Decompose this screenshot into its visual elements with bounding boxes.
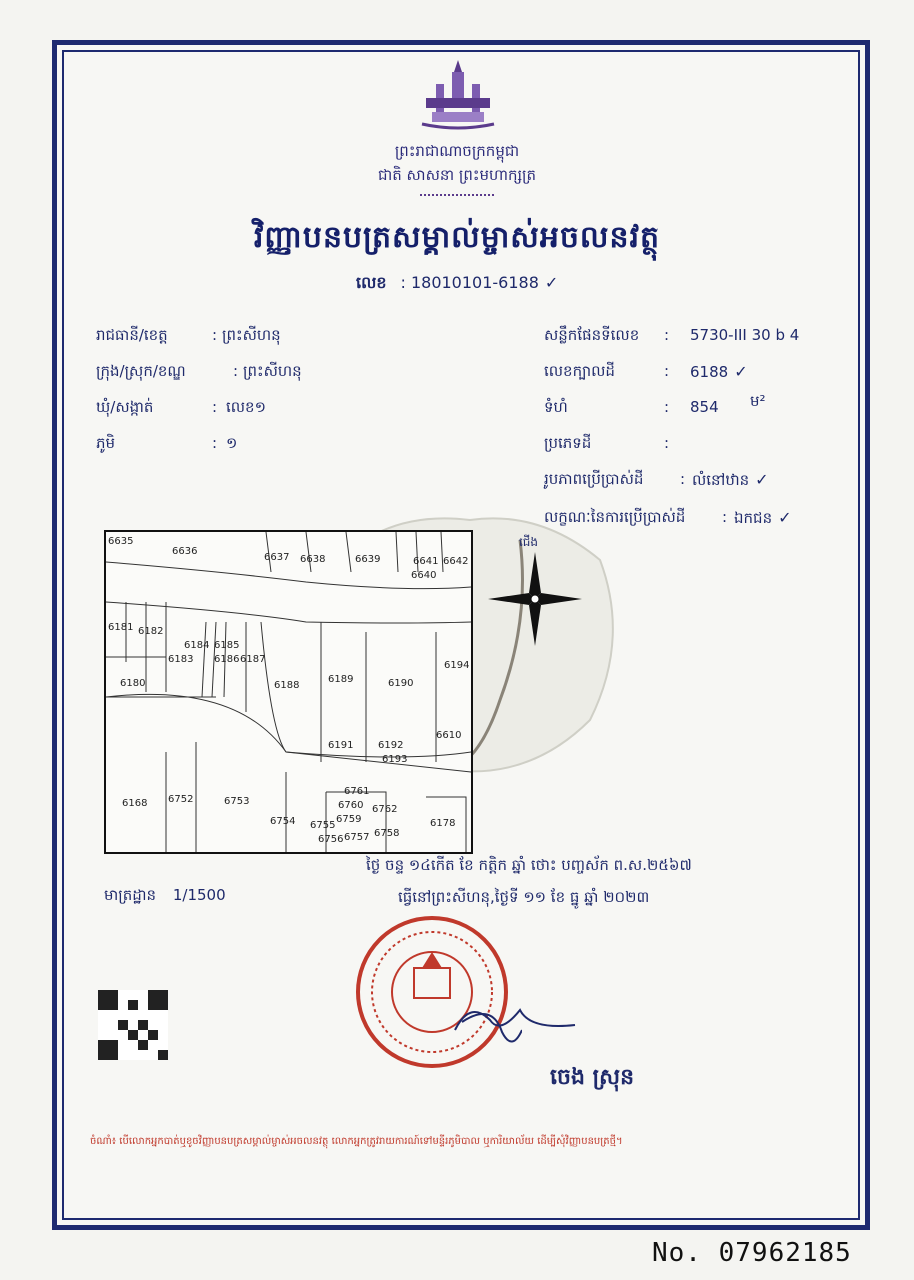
area-label: ទំហំ	[544, 398, 568, 416]
commune-label: ឃុំ/សង្កាត់	[96, 398, 154, 416]
certificate-number-label: លេខ	[356, 273, 387, 292]
district-label: ក្រុង/ស្រុក/ខណ្ឌ	[96, 362, 186, 380]
lunar-date: ថ្ងៃ ចន្ទ ១៤កើត ខែ កត្តិក ឆ្នាំ ថោះ បញ្ចស័ក ព.ស.២៥៦៧	[366, 856, 692, 874]
check-icon: ✓	[755, 470, 769, 489]
signatory-name: ចេង ស្រុន	[550, 1065, 635, 1090]
notes-paragraph: ចំណាំ៖ បើលោកអ្នកបាត់ឬខូចវិញ្ញាបនបត្រសម្គាល់ម្ចាស់អចលនវត្ថុ លោកអ្នកត្រូវរាយការណ៍ទៅមន្ទីរភូមិបាល ឬការិយាល័យ ដើម្បីសុំវិញ្ញាបនបត្រថ្មី។	[90, 1136, 623, 1147]
qr-code-icon	[98, 990, 168, 1060]
map-sheet-value: 5730-III 30 b 4	[690, 326, 800, 344]
check-icon: ✓	[734, 362, 748, 381]
certificate-number: លេខ : 18010101-6188 ✓	[356, 273, 559, 292]
use-character-value: ឯកជន ✓	[734, 508, 792, 527]
parcel-label: លេខក្បាលដី	[544, 362, 615, 380]
district-value: ព្រះសីហនុ	[243, 362, 302, 380]
stamp-text	[422, 924, 842, 985]
area-value: 854	[690, 398, 719, 416]
decorative-divider	[420, 194, 494, 202]
use-type-label: រូបភាពប្រើប្រាស់ដី	[544, 470, 644, 488]
check-icon: ✓	[778, 508, 792, 527]
use-character-label: លក្ខណៈនៃការប្រើប្រាស់ដី	[544, 508, 686, 526]
kingdom-line1: ព្រះរាជាណាចក្រកម្ពុជា	[394, 142, 520, 160]
province-value: ព្រះសីហនុ	[222, 326, 281, 344]
parcel-value: 6188 ✓	[690, 362, 748, 381]
commune-value: លេខ១	[226, 398, 266, 416]
certificate-number-value: 18010101-6188	[410, 273, 539, 292]
certificate-title: វិញ្ញាបនបត្រសម្គាល់ម្ចាស់អចលនវត្ថុ	[253, 220, 661, 255]
village-label: ភូមិ	[96, 434, 116, 452]
royal-emblem-icon	[418, 58, 498, 130]
check-icon: ✓	[544, 273, 559, 292]
kingdom-line2: ជាតិ សាសនា ព្រះមហាក្សត្រ	[377, 166, 537, 184]
signature-mark	[450, 1000, 580, 1040]
scale	[104, 886, 226, 908]
scale-label: មាត្រដ្ឋាន	[104, 886, 157, 904]
issue-date: ធ្វើនៅព្រះសីហនុ,ថ្ងៃទី ១១ ខែ ធ្នូ ឆ្នាំ ២០២៣	[398, 888, 650, 906]
use-type-value: លំនៅឋាន ✓	[692, 470, 769, 489]
north-label: ជើង	[519, 535, 539, 549]
map-sheet-label: សន្លឹកផែនទីលេខ	[544, 326, 640, 344]
land-type-label: ប្រភេទដី	[544, 434, 592, 452]
cadastral-map: 6635 6636 6637 6638 6639 6641 6642 6640 6181 6182 6184 6185 6183 6186 6187 6180 6188 6189 6190 6194 6191 6192 6193 6610 6168 6752 6753 6754 6761 6760 6762 6759 6755 6756 6757 6758 6178	[104, 530, 473, 854]
north-compass-icon	[488, 552, 582, 646]
scale-value: 1/1500	[172, 886, 226, 904]
area-unit: ម²	[750, 392, 766, 410]
serial-number: No. 07962185	[652, 1238, 852, 1268]
province-label: រាជធានី/ខេត្ត	[96, 326, 168, 344]
village-value: ១	[226, 434, 238, 452]
